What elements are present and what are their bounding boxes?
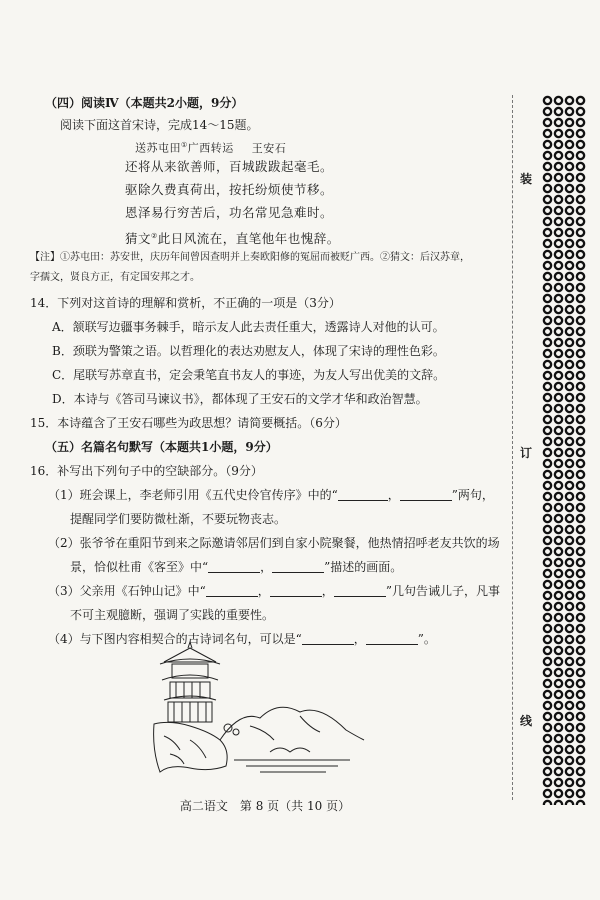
q14-option-c: C．尾联写苏章直书，定会秉笔直书友人的事迹，为友人写出优美的文辞。 — [52, 368, 446, 382]
poem-title: 送苏屯田①广西转运 王安石 — [135, 141, 287, 155]
q15-stem: 15．本诗蕴含了王安石哪些为政思想？请简要概括。（6分） — [30, 416, 347, 430]
answer-blank[interactable] — [334, 584, 386, 597]
q14-option-d: D．本诗与《答司马谏议书》，都体现了王安石的文学才华和政治智慧。 — [52, 392, 428, 406]
q14-stem: 14．下列对这首诗的理解和赏析，不正确的一项是（3分） — [30, 296, 341, 310]
q16-part4: （4）与下图内容相契合的古诗词名句，可以是“ ， ”。 — [48, 632, 436, 646]
q16-part2: （2）张爷爷在重阳节到来之际邀请邻居们到自家小院聚餐，他热情招呼老友共饮的场 — [48, 536, 500, 550]
q16-part3-cont: 不可主观臆断，强调了实践的重要性。 — [70, 608, 275, 622]
q16-part3: （3）父亲用《石钟山记》中“ ， ， ”几句告诫儿子，凡事 — [48, 584, 500, 598]
poem-note: 字孺文，贤良方正，有定国安邦之才。 — [30, 272, 200, 283]
binding-divider — [512, 95, 513, 800]
poem-author: 王安石 — [251, 141, 287, 155]
q16-stem: 16．补写出下列句子中的空缺部分。（9分） — [30, 464, 263, 478]
q14-option-a: A．颔联写边疆事务棘手，暗示友人此去责任重大，透露诗人对他的认可。 — [52, 320, 445, 334]
answer-blank[interactable] — [400, 488, 452, 501]
margin-label: 线 — [520, 710, 532, 731]
margin-label: 装 — [520, 168, 532, 189]
poem-line: 驱除久费真荷出，按托纷烦使节移。 — [125, 182, 334, 197]
answer-blank[interactable] — [208, 560, 260, 573]
poem-line: 猜文②此日风流在，直笔他年也愧辞。 — [125, 231, 340, 247]
margin-label: 订 — [520, 442, 532, 463]
q16-part2-cont: 景，恰似杜甫《客至》中“ ， ”描述的画面。 — [70, 560, 403, 574]
section5-heading: （五）名篇名句默写（本题共1小题，9分） — [45, 440, 278, 454]
answer-blank[interactable] — [272, 560, 324, 573]
section4-intro: 阅读下面这首宋诗，完成14～15题。 — [60, 118, 259, 132]
answer-blank[interactable] — [206, 584, 258, 597]
q14-option-b: B．颈联为警策之语。以哲理化的表达劝慰友人，体现了宋诗的理性色彩。 — [52, 344, 445, 358]
poem-line: 还将从来欲善师，百城跋跋起毫毛。 — [125, 159, 334, 174]
section4-heading: （四）阅读Ⅳ（本题共2小题，9分） — [45, 96, 244, 110]
answer-blank[interactable] — [366, 632, 418, 645]
decorative-border — [542, 95, 586, 805]
q16-part1: （1）班会课上，李老师引用《五代史伶官传序》中的“ ， ”两句， — [48, 488, 494, 502]
answer-blank[interactable] — [270, 584, 322, 597]
poem-note: 【注】①苏屯田：苏安世，庆历年间曾因查明并上奏欧阳修的冤屈而被贬广西。②猜文：后汉苏章， — [30, 252, 470, 263]
pavilion-illustration — [150, 640, 370, 780]
q16-part1-cont: 提醒同学们要防微杜渐，不要玩物丧志。 — [70, 512, 287, 526]
answer-blank[interactable] — [338, 488, 388, 501]
poem-line: 恩泽易行穷苦后，功名常见急难时。 — [125, 205, 334, 220]
page-footer: 高二语文 第 8 页（共 10 页） — [179, 799, 351, 813]
